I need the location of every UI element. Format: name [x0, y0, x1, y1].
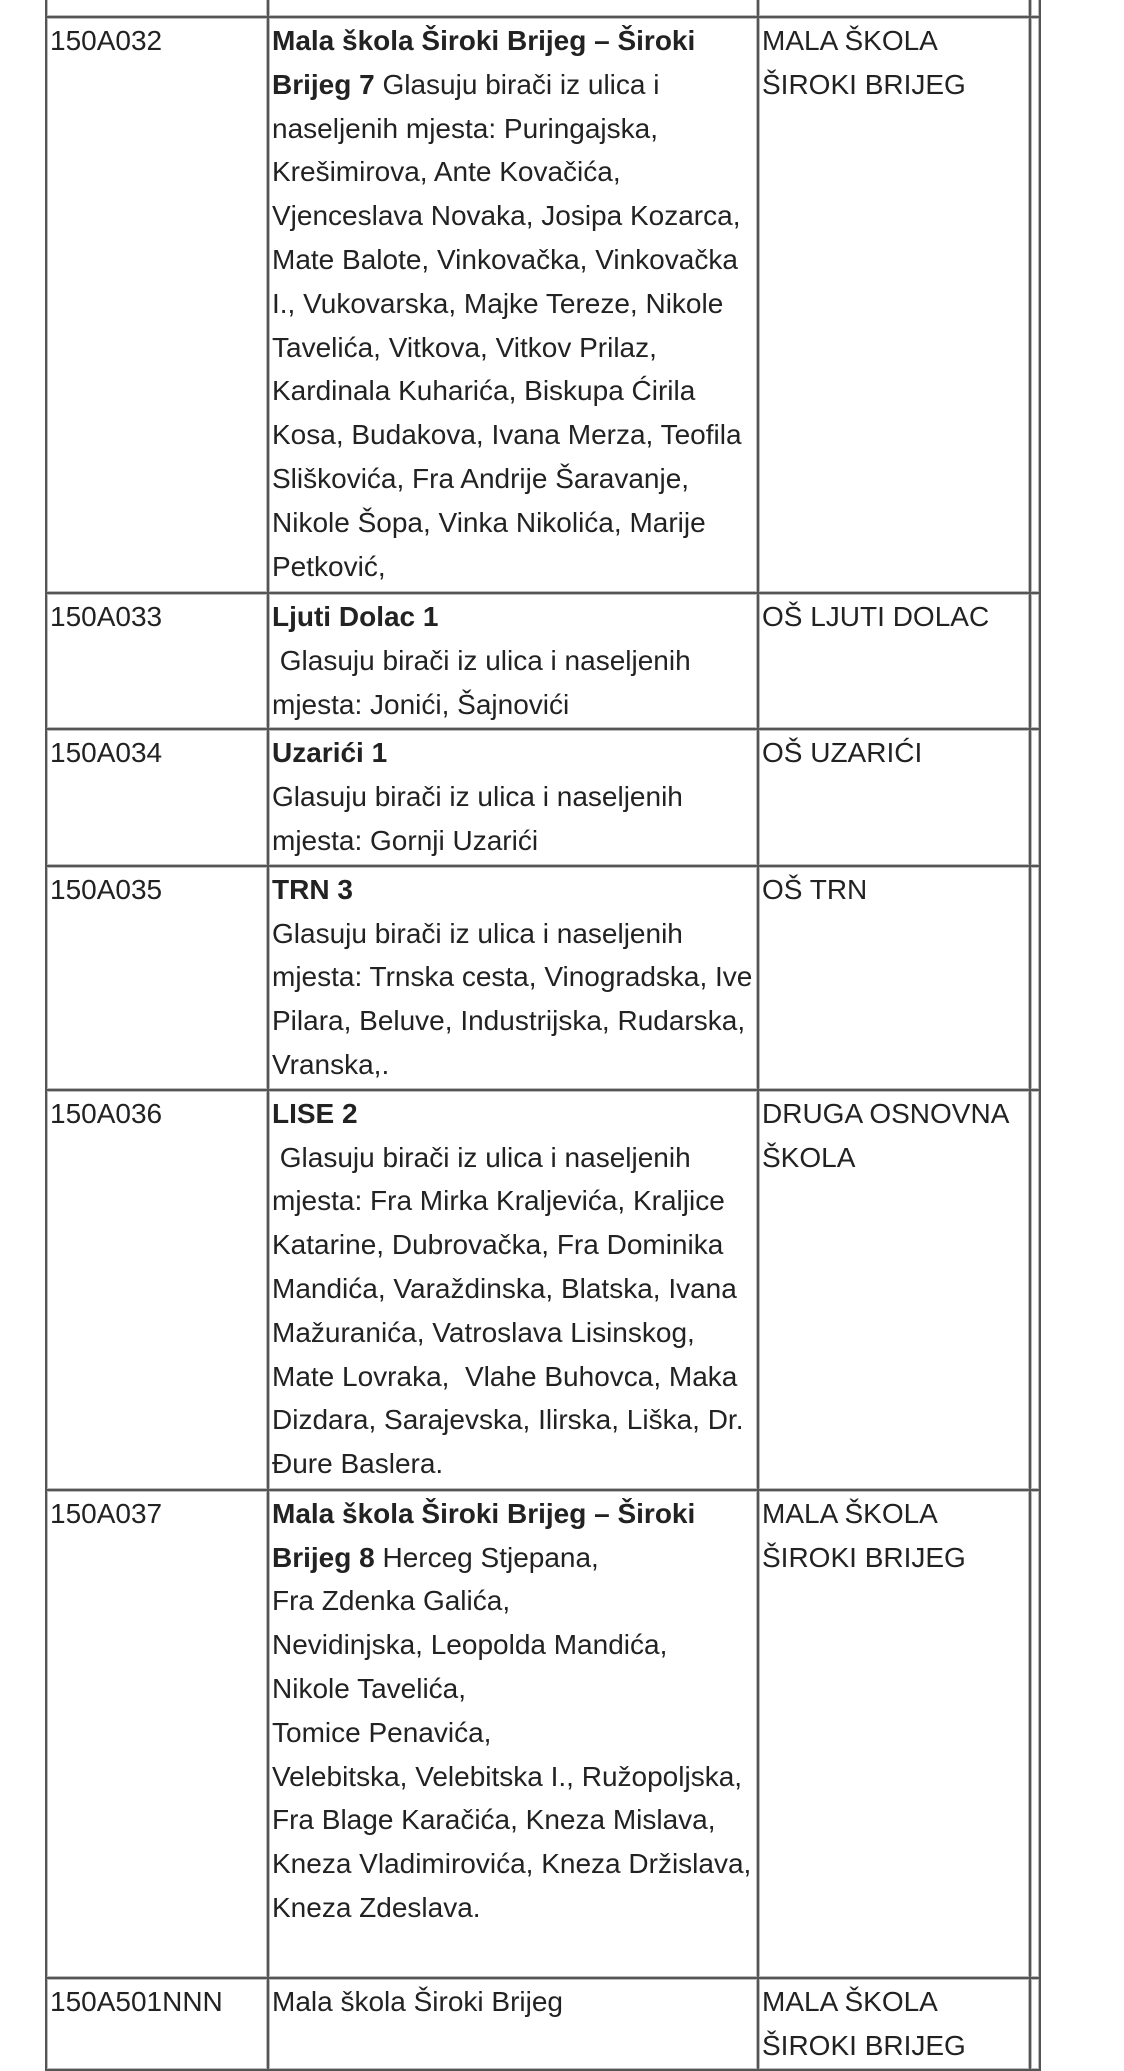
table-edge-cell: [1031, 730, 1041, 866]
polling-stations-table: [45, 0, 1041, 2071]
station-title: Ljuti Dolac 1: [272, 601, 439, 632]
station-description: [269, 1979, 759, 2071]
table-edge-cell: [1031, 18, 1041, 594]
station-code: 150A035: [47, 867, 269, 1091]
table-edge-cell: [1031, 867, 1041, 1091]
table-edge-cell: [1031, 0, 1041, 18]
station-location: OŠ LJUTI DOLAC: [759, 594, 1031, 730]
station-title: Mala škola Široki Brijeg – Široki Brijeg 8: [272, 1497, 696, 1573]
station-description: [269, 867, 759, 1091]
station-location: MALA ŠKOLA ŠIROKI BRIJEG: [759, 18, 1031, 594]
station-title: LISE 2: [272, 1097, 358, 1129]
table-row: [47, 1091, 1041, 1491]
table-edge-cell: [1031, 1491, 1041, 1979]
station-title: Mala škola Široki Brijeg – Široki Brijeg 7: [272, 25, 696, 100]
station-streets: Glasuju birači iz ulica i naseljenih mjesta: Fra Mirka Kraljevića, Kraljice Katarine, Dubrovačka, Fra Dominika Mandića, Varaždinska, Blatska, Ivana Mažuranića, Vatroslava Lisinskog, Mate Lovraka, Vlahe Buhovca, Maka Dizdara, Sarajevska, Ilirska, Liška, Dr. Đure Baslera.: [272, 1141, 752, 1480]
station-description: [269, 1091, 759, 1491]
station-location: DRUGA OSNOVNA ŠKOLA: [759, 1091, 1031, 1491]
table-row: [47, 1979, 1041, 2071]
station-streets: Herceg Stjepana, Fra Zdenka Galića, Nevidinjska, Leopolda Mandića, Nikole Tavelića, Tomice Penavića, Velebitska, Velebitska I., Ružopoljska, Fra Blage Karačića, Kneza Mislava, Kneza Vladimirovića, Kneza Držislava, Kneza Zdeslava.: [272, 1541, 752, 1923]
station-location: OŠ UZARIĆI: [759, 730, 1031, 866]
station-location: [759, 0, 1031, 18]
station-location: MALA ŠKOLA ŠIROKI BRIJEG: [759, 1979, 1031, 2071]
polling-stations-table-wrapper: [45, 0, 1039, 2071]
station-streets: Mala škola Široki Brijeg: [272, 1985, 563, 2017]
station-title: Uzarići 1: [272, 737, 388, 769]
station-description: [269, 730, 759, 866]
station-streets: Glasuju birači iz ulica i naseljenih mjesta: Jonići, Šajnovići: [272, 644, 699, 720]
station-code: 150A033: [47, 594, 269, 730]
table-edge-cell: [1031, 1091, 1041, 1491]
station-code: 150A501NNN: [47, 1979, 269, 2071]
table-row: [47, 0, 1041, 18]
table-edge-cell: [1031, 594, 1041, 730]
station-location: OŠ TRN: [759, 867, 1031, 1091]
table-row: [47, 730, 1041, 866]
station-description: [269, 1491, 759, 1979]
station-description: [269, 18, 759, 594]
station-streets: Glasuju birači iz ulica i naseljenih mjesta: Puringajska, Krešimirova, Ante Kovačića, Vjenceslava Novaka, Josipa Kozarca, Mate Balote, Vinkovačka, Vinkovačka I., Vukovarska, Majke Tereze, Nikole Tavelića, Vitkova, Vitkov Prilaz, Kardinala Kuharića, Biskupa Ćirila Kosa, Budakova, Ivana Merza, Teofila Sliškovića, Fra Andrije Šaravanje, Nikole Šopa, Vinka Nikolića, Marije Petković,: [272, 68, 742, 582]
station-code: 150A034: [47, 730, 269, 866]
station-streets: Glasuju birači iz ulica i naseljenih mjesta: Trnska cesta, Vinogradska, Ive Pilara, Beluve, Industrijska, Rudarska, Vranska,.: [272, 917, 753, 1080]
station-description: [269, 594, 759, 730]
station-description: [269, 0, 759, 18]
station-title: TRN 3: [272, 873, 353, 905]
table-row: [47, 18, 1041, 594]
station-code: 150A032: [47, 18, 269, 594]
station-code: [47, 0, 269, 18]
table-edge-cell: [1031, 1979, 1041, 2071]
table-row: [47, 594, 1041, 730]
table-row: [47, 867, 1041, 1091]
table-row: [47, 1491, 1041, 1979]
station-code: 150A037: [47, 1491, 269, 1979]
station-location: MALA ŠKOLA ŠIROKI BRIJEG: [759, 1491, 1031, 1979]
station-streets: Glasuju birači iz ulica i naseljenih mjesta: Gornji Uzarići: [272, 781, 683, 856]
station-code: 150A036: [47, 1091, 269, 1491]
